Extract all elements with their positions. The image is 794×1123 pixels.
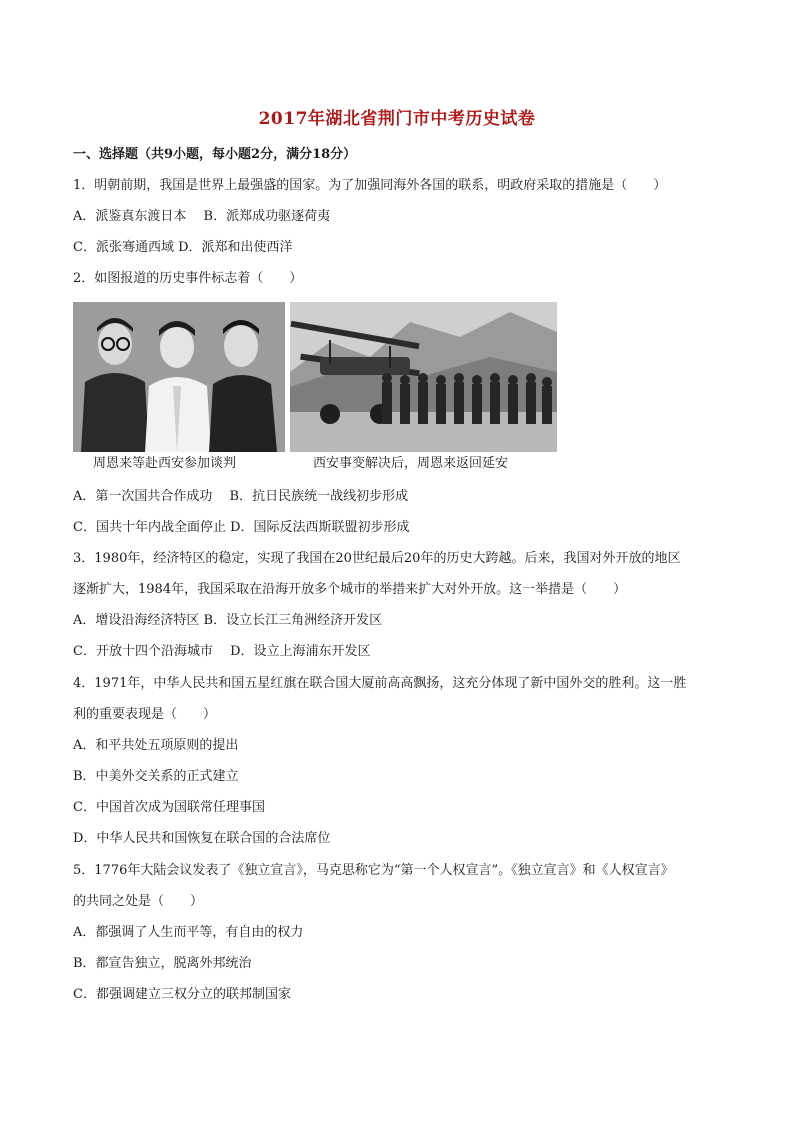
question-2-options-cd: C．国共十年内战全面停止 D．国际反法西斯联盟初步形成 (73, 520, 410, 535)
question-4-stem-line2: 利的重要表现是（ ） (73, 707, 217, 722)
photo-three-men-portrait (73, 302, 285, 452)
question-5-stem-line2: 的共同之处是（ ） (73, 894, 204, 909)
question-5-option-a: A．都强调了人生而平等，有自由的权力 (73, 925, 304, 940)
question-2-stem: 2．如图报道的历史事件标志着（ ） (73, 271, 303, 286)
question-4-option-c: C．中国首次成为国联常任理事国 (73, 800, 265, 815)
question-1-options-ab: A．派鉴真东渡日本 B．派郑成功驱逐荷夷 (73, 209, 331, 224)
photo-airplane-group (290, 302, 557, 452)
question-3-stem-line2: 逐渐扩大，1984年，我国采取在沿海开放多个城市的举措来扩大对外开放。这一举措是（ ） (73, 582, 627, 597)
photo-caption-right: 西安事变解决后，周恩来返回延安 (313, 456, 509, 471)
question-1-stem: 1．明朝前期，我国是世界上最强盛的国家。为了加强同海外各国的联系，明政府采取的措施是（ ） (73, 178, 667, 193)
question-4-stem-line1: 4．1971年，中华人民共和国五星红旗在联合国大厦前高高飘扬，这充分体现了新中国外交的胜利。这一胜 (73, 676, 687, 691)
question-4-option-d: D．中华人民共和国恢复在联合国的合法席位 (73, 831, 331, 846)
question-5-option-b: B．都宣告独立，脱离外邦统治 (73, 956, 252, 971)
section-heading: 一、选择题（共9小题，每小题2分，满分18分） (73, 147, 357, 162)
question-5-option-c: C．都强调建立三权分立的联邦制国家 (73, 987, 291, 1002)
question-4-option-a: A．和平共处五项原则的提出 (73, 738, 239, 753)
question-3-options-ab: A．增设沿海经济特区 B．设立长江三角洲经济开发区 (73, 613, 383, 628)
photo-caption-left: 周恩来等赴西安参加谈判 (93, 456, 237, 471)
question-4-option-b: B．中美外交关系的正式建立 (73, 769, 239, 784)
question-1-options-cd: C．派张骞通西域 D．派郑和出使西洋 (73, 240, 293, 255)
question-5-stem-line1: 5．1776年大陆会议发表了《独立宣言》，马克思称它为“第一个人权宣言”。《独立宣言》和《人权宣言》 (73, 863, 674, 878)
exam-title: 2017年湖北省荆门市中考历史试卷 (258, 109, 536, 129)
question-2-options-ab: A．第一次国共合作成功 B．抗日民族统一战线初步形成 (73, 489, 409, 504)
question-3-options-cd: C．开放十四个沿海城市 D．设立上海浦东开发区 (73, 644, 371, 659)
question-3-stem-line1: 3．1980年，经济特区的稳定，实现了我国在20世纪最后20年的历史大跨越。后来，我国对外开放的地区 (73, 551, 681, 566)
